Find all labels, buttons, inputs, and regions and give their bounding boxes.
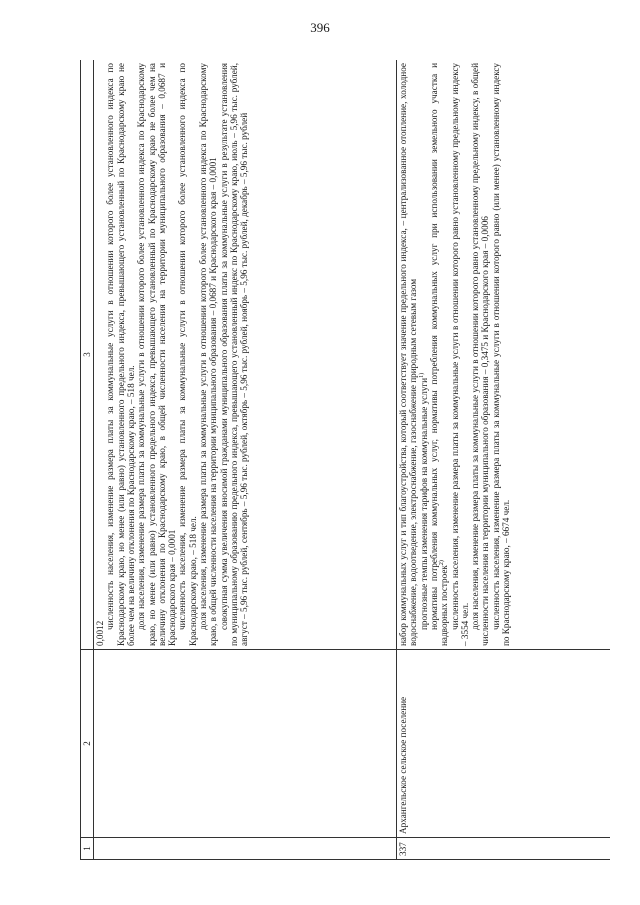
indicator-line [219,63,250,646]
indicator-line [136,63,177,646]
rotated-table-frame [80,60,610,860]
indicator-text: 0,0012 [95,620,106,646]
indicator-text: численность населения, изменение размера платы за коммунальные услуги в отношении которого равно установленному предельному индексу – 3554 чел. [449,63,470,646]
indicator-table [80,60,610,860]
indicator-line [419,63,429,646]
header-col-1: 1 [81,838,94,860]
table-row [94,60,397,860]
indicator-line [198,63,219,646]
indicator-line [470,63,491,646]
page-number: 396 [310,20,330,35]
table-row [397,60,610,860]
indicator-text: доля населения, изменение размера платы за коммунальные услуги в отношении которого равно установленному предельному индексу, в общей численности населения на территории муниципального образования – 0,3475 и Краснодарского края – 0,0006 [470,63,491,646]
header-col-3: 3 [81,60,94,650]
indicator-line [491,63,512,646]
indicator-text: численность населения, изменение размера платы за коммунальные услуги в отношении которого более установленного индекса по Краснодарскому краю, но менее (или равно) установленного предельного индекса, превышающего установленный по Краснодарскому краю не более чем на величину отклонения по Краснодарскому краю, – 518 чел. [105,63,136,646]
footnote-marker: 1) [418,372,425,378]
header-row [81,60,94,860]
indicator-text: численность населения, изменение размера платы за коммунальные услуги в отношении которого более установленного индекса по Краснодарскому краю, – 518 чел. [177,63,198,646]
indicator-line [105,63,136,646]
municipality-name [94,650,397,838]
indicator-text: прогнозные темпы изменения тарифов на коммунальные услуги [418,377,429,630]
indicator-line [450,63,471,646]
indicator-text: набор коммунальных услуг и тип благоустройства, который соответствует значение предельного индекса, – централизованное отопление, холодное водоснабжение, водоотведение, электроснабжение, газоснабжение природным сетевым газом [398,63,419,646]
indicator-line [398,63,419,646]
indicator-text: нормативы потребления коммунальных услуг, нормативы потребления коммунальных услуг при использовании земельного участка и надворных построек [428,63,450,646]
indicator-line [95,63,105,646]
indicators-cell [397,60,610,650]
indicator-text: совокупная сумма увеличения вносимой гражданами муниципального образования платы за коммунальные услуги в результате установления по муниципальному образованию предельного индекса, превышающего установленный индекс по Краснодарскому краю, июль – 5,96 тыс. рублей, август – 5,96 тыс. рублей, сентябрь – 5,96 тыс. рублей, октябрь – 5,96 тыс. рублей, ноябрь – 5,96 тыс. рублей, декабрь – 5,96 тыс. рублей [218,63,250,646]
indicator-text: доля населения, изменение размера платы за коммунальные услуги в отношении которого более установленного индекса по Краснодарскому краю, в общей численности населения на территории муниципального образования – 0,0687 и Краснодарского края – 0,0001 [198,63,219,646]
indicators-cell [94,60,397,650]
header-col-2: 2 [81,650,94,838]
municipality-name: Архангельское сельское поселение [397,650,610,838]
indicator-text: доля населения, изменение размера платы за коммунальные услуги в отношении которого более установленного индекса по Краснодарскому краю, но менее (или равно) установленного предельного индекса, превышающего установленный по Краснодарскому краю не более чем на величину отклонения по Краснодарскому краю, в общей численности населения на территории муниципального образования – 0,0687 и Краснодарского края – 0,0001 [136,63,178,646]
indicator-line [177,63,198,646]
indicator-text: численность населения, изменение размера платы за коммунальные услуги в отношении которого равно (или менее) установленному индексу по Краснодарскому краю, – 6674 чел. [490,63,512,646]
row-number: 337 [397,838,610,860]
footnote-marker: 2) [439,560,446,566]
indicator-line [429,63,450,646]
row-number [94,838,397,860]
